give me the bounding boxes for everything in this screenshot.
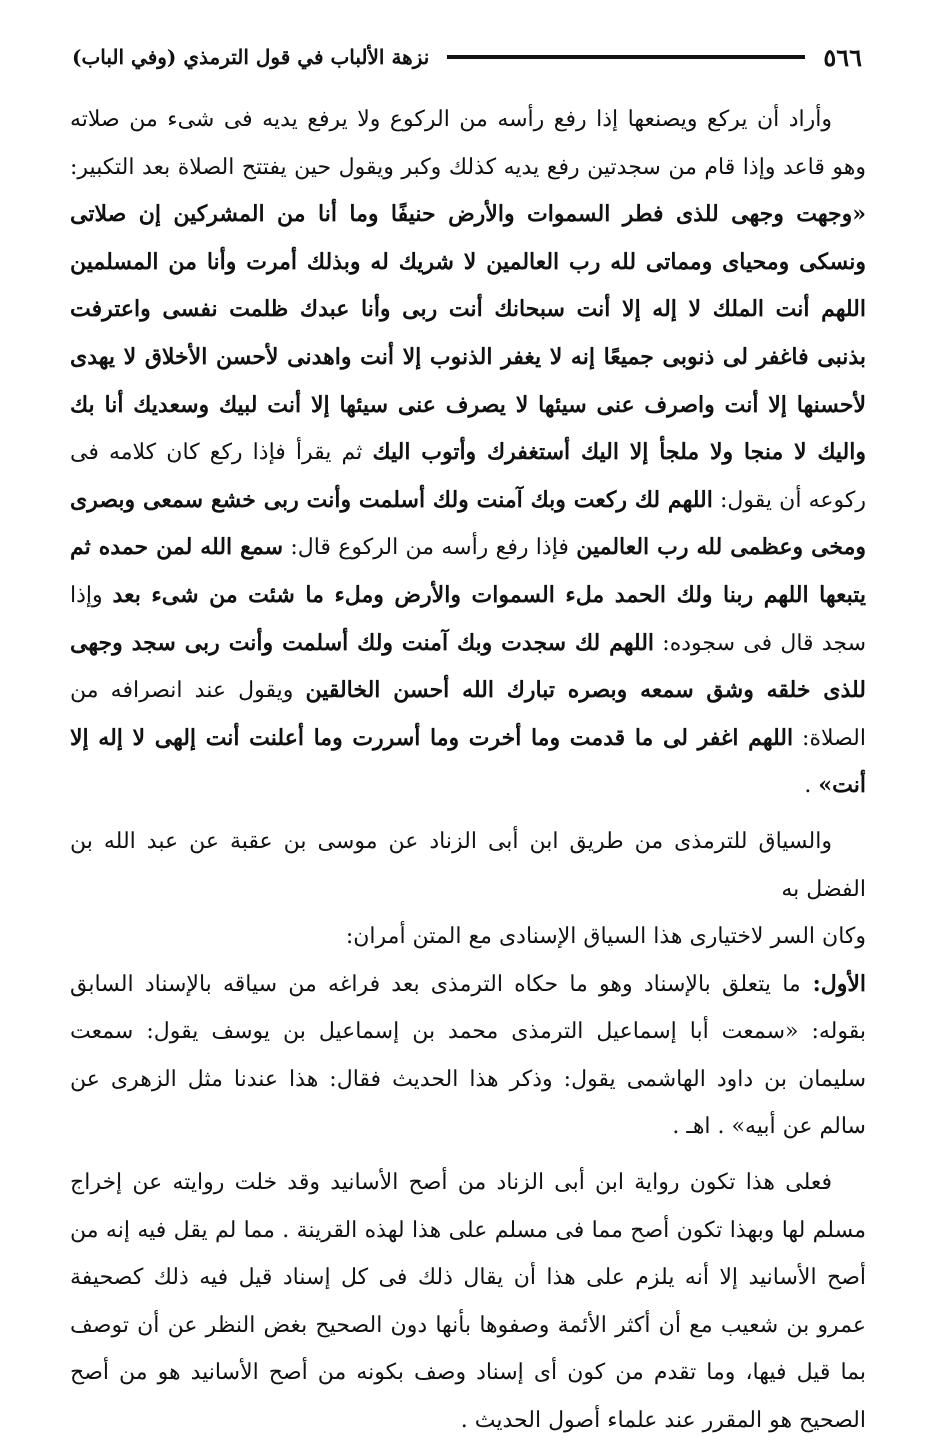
text-segment: فعلى هذا تكون رواية ابن أبى الزناد من أصح الأسانيد وقد خلت روايته عن إخراج مسلم لها وبهذا تكون أصح مما فى مسلم على هذا لهذه القرينة . مما لم يقل فيه إنه من أصح الأسانيد إلا أنه يلزم على هذا أن يقال ذلك فى كل إسناد قيل فيه ذلك كصحيفة عمرو بن شعيب مع أن أكثر الأئمة وصفوها بأنها دون الصحيح بغض النظر عن أن توصف بما قيل فيها، وما تقدم من كون أى إسناد وصف بكونه من أصح الأسانيد هو من أصح الصحيح هو المقرر عند علماء أصول الحديث . [70,1170,866,1434]
hadith-quote: «وجهت وجهى للذى فطر السموات والأرض حنيفًا وما أنا من المشركين إن صلاتى ونسكى ومحياى ومماتى لله رب العالمين لا شريك له وبذلك أمرت وأنا من المسلمين اللهم أنت الملك لا إله إلا أنت سبحانك أنت ربى وأنا عبدك ظلمت نفسى واعترفت بذنبى فاغفر لى ذنوبى جميعًا إنه لا يغفر الذنوب إلا أنت واهدنى لأحسن الأخلاق لا يهدى لأحسنها إلا أنت واصرف عنى سيئها لا يصرف عنى سيئها إلا أنت لبيك وسعديك أنا بك واليك لا منجا ولا ملجأ إلا اليك أستغفرك وأتوب اليك [70,201,866,466]
text-segment: . [804,773,819,799]
text-segment: فإذا رفع رأسه من الركوع قال: [283,535,577,561]
hadith-quote: اللهم لك سجدت وبك آمنت ولك أسلمت وأنت ربى سجد وجهى للذى خلقه وشق سمعه وبصره تبارك الله أحسن الخالقين [70,629,866,704]
page-body [70,96,866,1445]
text-segment: وإذا سجد قال فى سجوده: [70,582,866,656]
running-title: نزهة الألباب في قول الترمذي (وفي الباب) [72,45,430,69]
hadith-quote: اللهم اغفر لى ما قدمت وما أخرت وما أسررت وما أعلنت أنت إلهى لا إله إلا أنت» [70,724,866,799]
text-segment: والسياق للترمذى من طريق ابن أبى الزناد عن موسى بن عقبة عن عبد الله بن الفضل به [70,828,866,902]
text-segment: وأراد أن يركع ويصنعها إذا رفع رأسه من الركوع ولا يرفع يديه فى شىء من صلاته وهو قاعد وإذا قام من سجدتين رفع يديه كذلك وكبر ويقول حين يفتتح الصلاة بعد التكبير: [70,107,866,180]
paragraph-reason [70,913,866,961]
paragraph-first-point [70,961,866,1151]
page-number: ٥٦٦ [823,42,862,72]
text-segment: ما يتعلق بالإسناد وهو ما حكاه الترمذى بعد فراغه من سياقه بالإسناد السابق بقوله: «سمعت أبا إسماعيل الترمذى محمد بن إسماعيل بن يوسف يقول: سمعت سليمان بن داود الهاشمى يقول: وذكر هذا الحديث فقال: هذا عندنا مثل الزهرى عن سالم عن أبيه» . اهـ . [70,971,866,1140]
paragraph-source [70,818,866,913]
page-header [72,28,862,86]
paragraph-conclusion [70,1159,866,1445]
hadith-quote: اللهم لك ركعت وبك آمنت ولك أسلمت وأنت ربى خشع سمعى وبصرى ومخى وعظمى لله رب العالمين [70,486,867,561]
text-segment: وكان السر لاختيارى هذا السياق الإسنادى مع المتن أمران: [345,924,866,950]
text-segment: ثم يقرأ فإذا ركع كان كلامه فى ركوعه أن يقول: [70,440,866,513]
point-label: الأول: [800,970,866,997]
hadith-quote: سمع الله لمن حمده ثم يتبعها اللهم ربنا ولك الحمد ملء السموات والأرض وملء ما شئت من شىء بعد [70,534,866,608]
text-segment: ويقول عند انصرافه من الصلاة: [70,678,867,751]
header-rule [447,55,805,59]
paragraph-hadith-text [70,96,866,810]
